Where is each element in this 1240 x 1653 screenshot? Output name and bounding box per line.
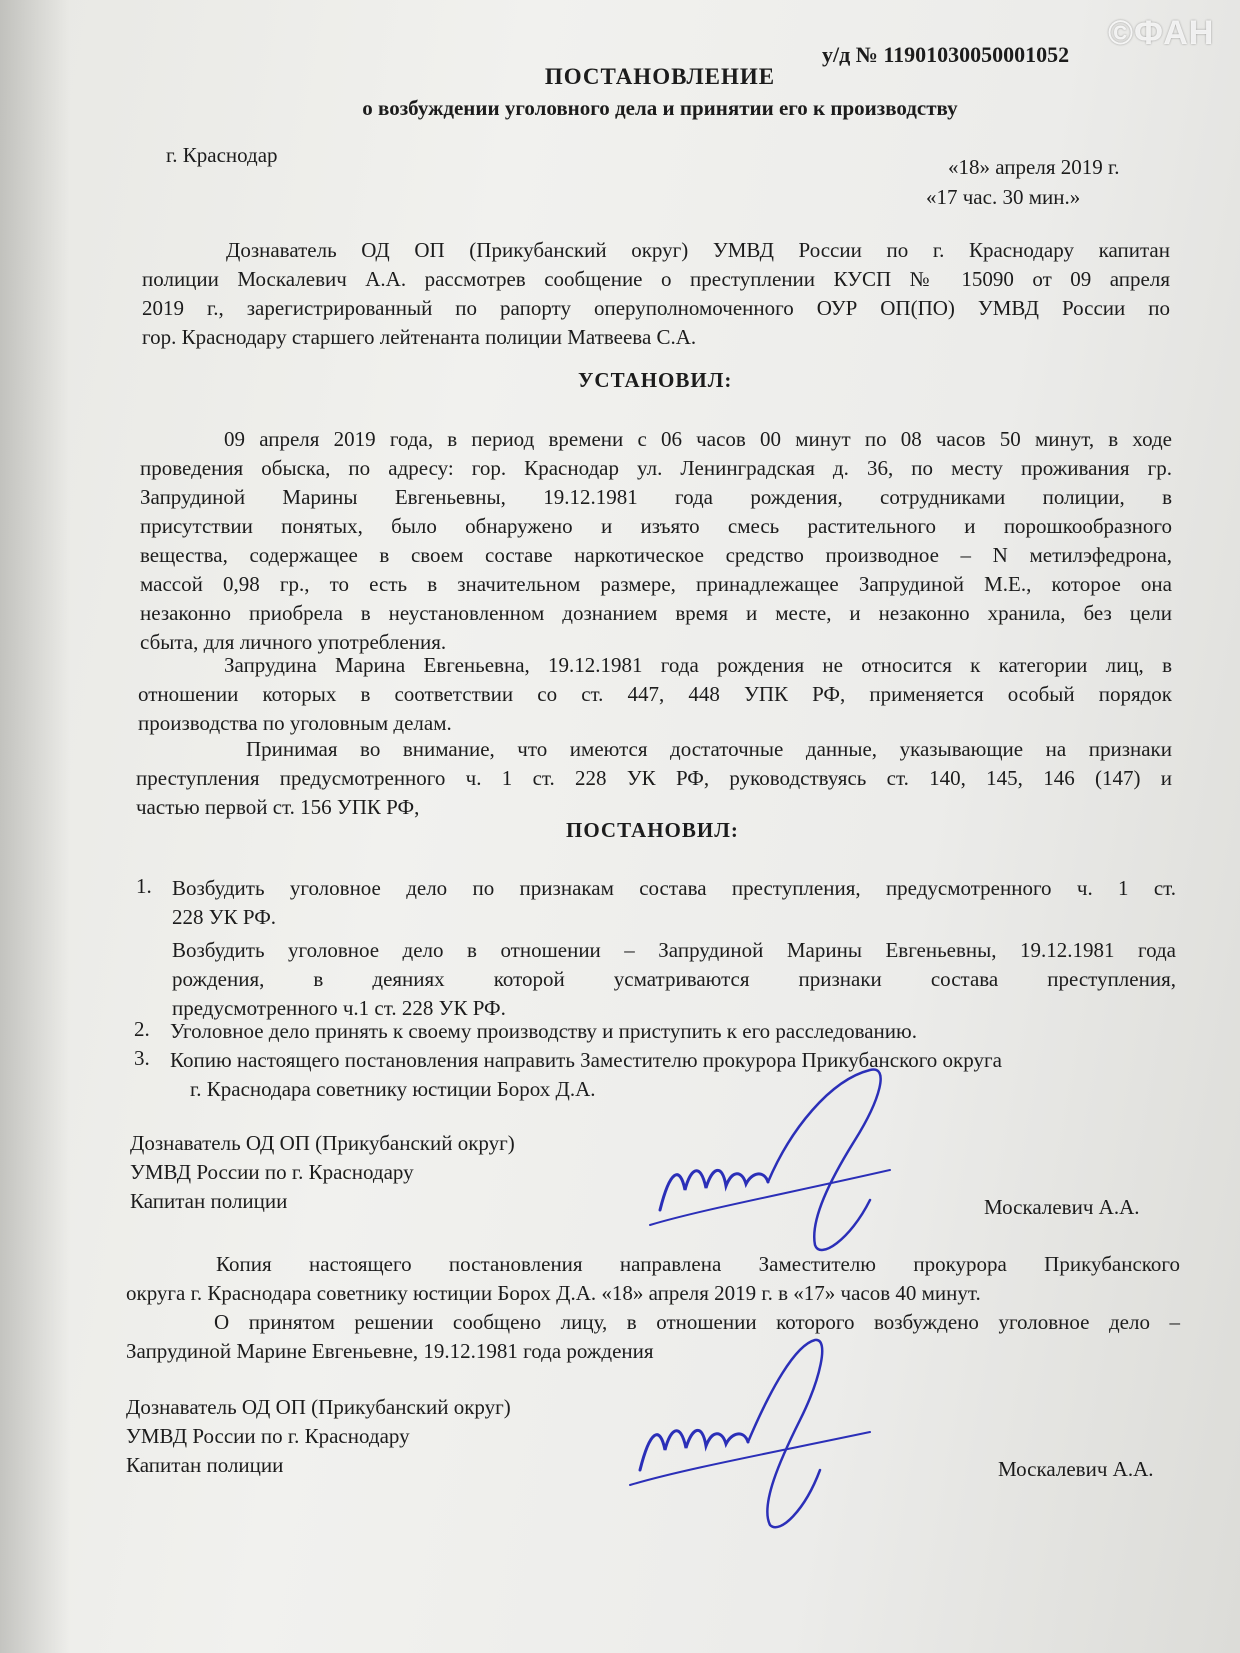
resolution-line: Копию настоящего постановления направить Заместителю прокурора Прикубанского округа (170, 1048, 1002, 1072)
heading-established: УСТАНОВИЛ: (578, 368, 733, 392)
resolution-line: Уголовное дело принять к своему производству и приступить к его расследованию. (170, 1019, 917, 1043)
established-paragraph-3 (136, 735, 1172, 822)
intro-line: гор. Краснодару старшего лейтенанта полиции Матвеева С.А. (142, 325, 697, 349)
established-line: Принимая во внимание, что имеются достаточные данные, указывающие на признаки (246, 737, 1172, 761)
established-line: сбыта, для личного употребления. (140, 630, 447, 654)
subtitle-wrap (0, 96, 1240, 121)
established-line: присутствии понятых, было обнаружено и изъято смесь растительного и порошкообразного (140, 514, 1172, 538)
signatory-rank: Капитан полиции (126, 1453, 284, 1477)
signatory-name: Москалевич А.А. (998, 1457, 1154, 1481)
established-line: отношении которых в соответствии со ст. 447, 448 УПК РФ, применяется особый порядок (138, 682, 1172, 706)
established-line: частью первой ст. 156 УПК РФ, (136, 795, 420, 819)
established-line: незаконно приобрела в неустановленном дознанием время и месте, и незаконно хранила, без цели (140, 601, 1172, 625)
page-shadow (0, 0, 70, 1653)
signature-1-icon (640, 1060, 930, 1260)
established-line: проведения обыска, по адресу: гор. Краснодар ул. Ленинградская д. 36, по месту проживания гр. (140, 456, 1172, 480)
resolution-line: 228 УК РФ. (172, 905, 277, 929)
case-number: у/д № 11901030050001052 (822, 42, 1070, 67)
list-number: 2. (134, 1017, 150, 1041)
signature-2-icon (620, 1320, 900, 1540)
signatory-rank: Капитан полиции (130, 1189, 288, 1213)
signatory-name: Москалевич А.А. (984, 1195, 1140, 1219)
decision-notice-line: О принятом решении сообщено лицу, в отношении которого возбуждено уголовное дело – (214, 1310, 1180, 1334)
signatory-position: Дознаватель ОД ОП (Прикубанский округ) (130, 1131, 515, 1155)
signatory-position: УМВД России по г. Краснодару (126, 1424, 410, 1448)
intro-line: полиции Москалевич А.А. рассмотрев сообщение о преступлении КУСП № 15090 от 09 апреля (142, 267, 1170, 291)
established-line: Запрудина Марина Евгеньевна, 19.12.1981 года рождения не относится к категории лиц, в (224, 653, 1172, 677)
city: г. Краснодар (166, 143, 278, 167)
established-paragraph-2 (138, 651, 1172, 738)
copy-notice-line: округа г. Краснодара советнику юстиции Борох Д.А. «18» апреля 2019 г. в «17» часов 40 минут. (126, 1281, 981, 1305)
intro-line: 2019 г., зарегистрированный по рапорту оперуполномоченного ОУР ОП(ПО) УМВД России по (142, 296, 1170, 320)
heading-resolved: ПОСТАНОВИЛ: (566, 818, 739, 842)
established-line: вещества, содержащее в своем составе наркотическое средство производное – N метилэфедрона, (140, 543, 1172, 567)
established-line: Запрудиной Марины Евгеньевны, 19.12.1981 года рождения, сотрудниками полиции, в (140, 485, 1172, 509)
intro-paragraph (142, 236, 1170, 352)
document-subtitle: о возбуждении уголовного дела и принятии его к производству (362, 96, 958, 120)
list-number: 1. (136, 874, 152, 898)
resolution-line: Возбудить уголовное дело в отношении – Запрудиной Марины Евгеньевны, 19.12.1981 года (172, 938, 1176, 962)
established-line: преступления предусмотренного ч. 1 ст. 228 УК РФ, руководствуясь ст. 140, 145, 146 (147) и (136, 766, 1172, 790)
document-title: ПОСТАНОВЛЕНИЕ (544, 64, 776, 89)
title-wrap (0, 64, 1240, 90)
watermark-logo: ©ФАН (1108, 14, 1215, 52)
list-number: 3. (134, 1046, 150, 1070)
established-paragraph-1 (140, 425, 1172, 657)
resolution-line: рождения, в деяниях которой усматриваются признаки состава преступления, (172, 967, 1176, 991)
established-line: массой 0,98 гр., то есть в значительном размере, принадлежащее Запрудиной М.Е., которое она (140, 572, 1172, 596)
established-line: 09 апреля 2019 года, в период времени с 06 часов 00 минут по 08 часов 50 минут, в ходе (224, 427, 1172, 451)
resolution-line: предусмотренного ч.1 ст. 228 УК РФ. (172, 996, 506, 1020)
signatory-position: УМВД России по г. Краснодару (130, 1160, 414, 1184)
document-time: «17 час. 30 мин.» (926, 185, 1081, 209)
resolution-item-1 (172, 874, 1176, 1023)
intro-line: Дознаватель ОД ОП (Прикубанский округ) УМВД России по г. Краснодару капитан (226, 238, 1170, 262)
resolution-line: Возбудить уголовное дело по признакам состава преступления, предусмотренного ч. 1 ст. (172, 876, 1176, 900)
document-date: «18» апреля 2019 г. (948, 155, 1120, 179)
resolution-item-2 (170, 1017, 1180, 1046)
established-line: производства по уголовным делам. (138, 711, 452, 735)
copy-notice-line: Копия настоящего постановления направлена Заместителю прокурора Прикубанского (216, 1252, 1180, 1276)
signatory-position: Дознаватель ОД ОП (Прикубанский округ) (126, 1395, 511, 1419)
decision-notice-line: Запрудиной Марине Евгеньевне, 19.12.1981 года рождения (126, 1339, 654, 1363)
resolution-line: г. Краснодара советнику юстиции Борох Д.А. (190, 1077, 596, 1101)
